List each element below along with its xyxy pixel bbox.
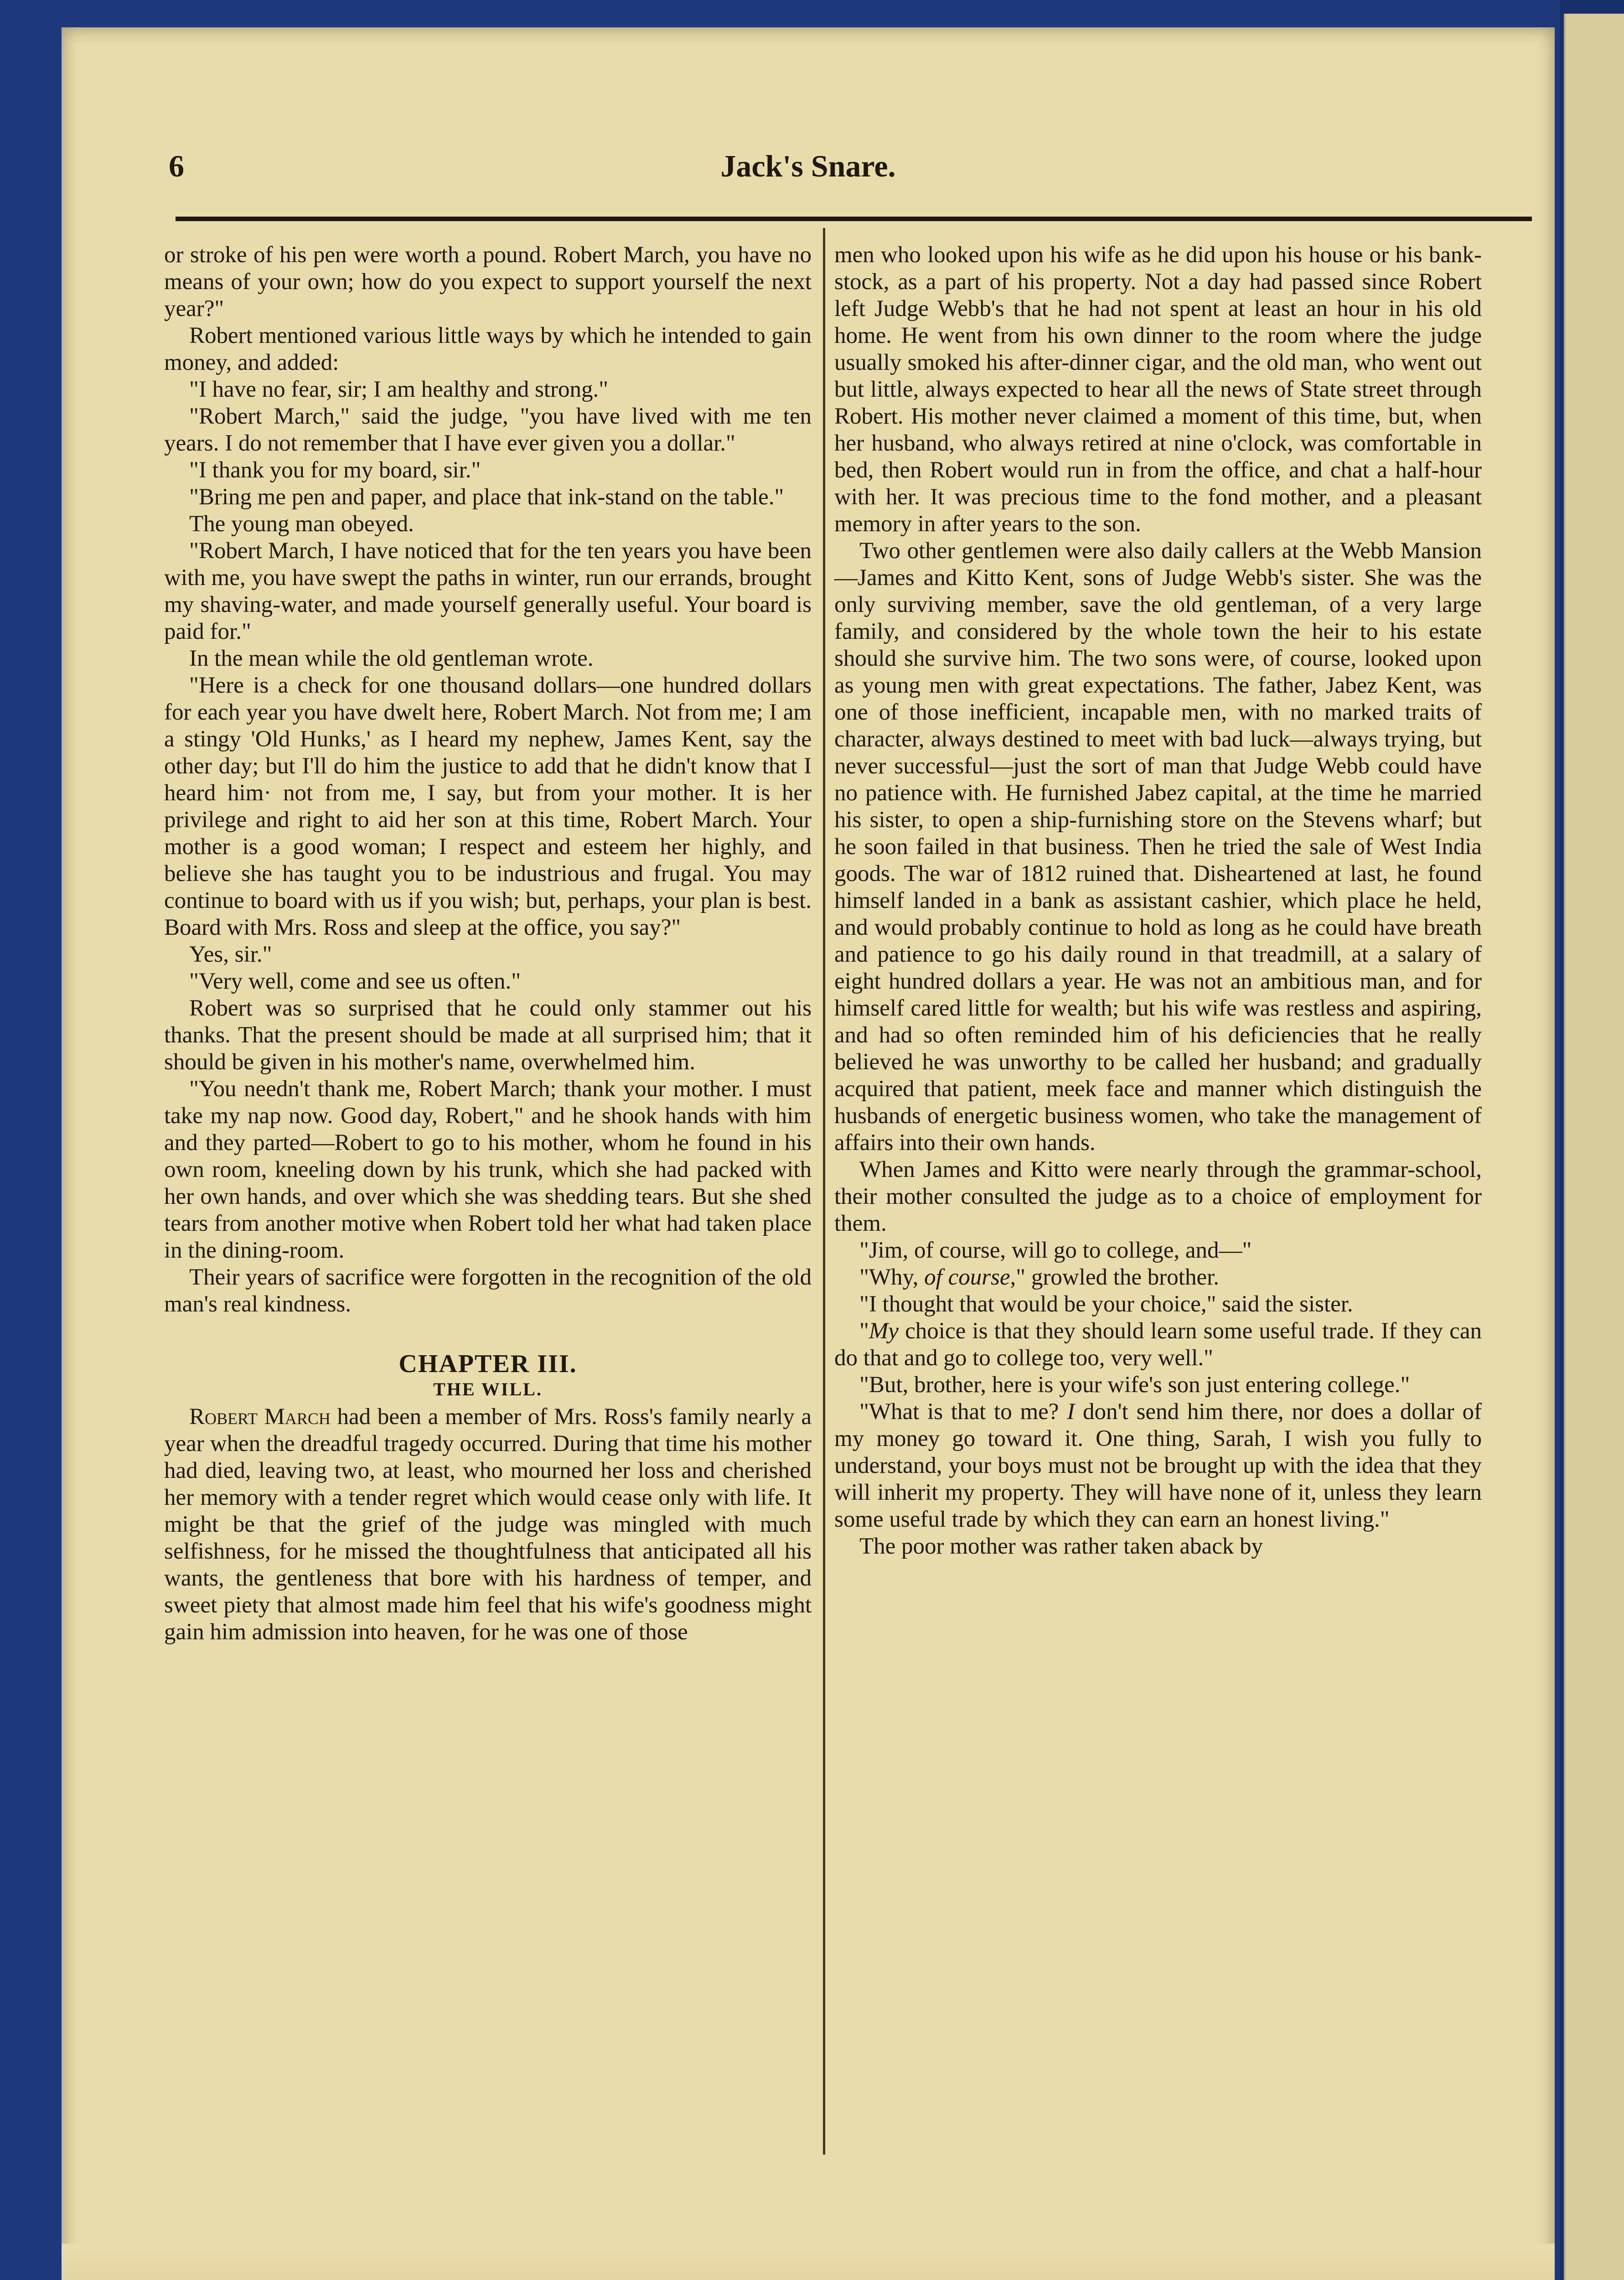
dialogue-line bbox=[834, 1399, 1482, 1533]
paragraph: or stroke of his pen were worth a pound. Robert March, you have no means of your own; how do you expect to support yourself the next year?" bbox=[164, 242, 812, 321]
paragraph: Robert mentioned various little ways by which he intended to gain money, and added: bbox=[164, 323, 812, 375]
adjacent-page-edge bbox=[1564, 14, 1624, 2280]
paragraph: In the mean while the old gentleman wrote. bbox=[189, 646, 594, 671]
paragraph: "I have no fear, sir; I am healthy and strong." bbox=[189, 377, 609, 402]
header-rule bbox=[176, 217, 1532, 221]
text-run: ," growled the brother. bbox=[1010, 1264, 1219, 1290]
column-divider bbox=[823, 228, 825, 2155]
paragraph: "Bring me pen and paper, and place that ink-stand on the table." bbox=[189, 484, 784, 510]
paragraph: The young man obeyed. bbox=[189, 511, 414, 537]
paragraph: men who looked upon his wife as he did upon his house or his bank-stock, as a part of his property. Not a day had passed since Robert left Judge Webb's that he had not spent at least an hour in his old home. He went from his own dinner to the room where the judge usually smoked his after-dinner cigar, and the old man, who went out but little, always expected to hear all the news of State street through Robert. His mother never claimed a moment of this time, but, when her husband, who always retired at nine o'clock, was comfortable in bed, then Robert would run in from the office, and chat a half-hour with her. It was precious time to the fond mother, and a pleasant memory in after years to the son. bbox=[834, 242, 1482, 537]
paragraph: Yes, sir." bbox=[189, 942, 272, 967]
paragraph: "I thank you for my board, sir." bbox=[189, 457, 481, 483]
text-run: "What is that to me? bbox=[859, 1399, 1067, 1425]
chapter-paragraph bbox=[164, 1404, 812, 1646]
right-column bbox=[834, 242, 1482, 1560]
paragraph: Their years of sacrifice were forgotten in the recognition of the old man's real kindness. bbox=[164, 1264, 812, 1317]
paragraph: "Robert March," said the judge, "you have lived with me ten years. I do not remember that I have ever given you a dollar." bbox=[164, 404, 812, 456]
page-number: 6 bbox=[169, 149, 184, 183]
page-wear bbox=[62, 2244, 1555, 2280]
running-title: Jack's Snare. bbox=[720, 149, 896, 183]
paragraph: "Robert March, I have noticed that for the ten years you have been with me, you have swept the paths in winter, run our errands, brought my shaving-water, and made yourself generally useful. Your board is paid for." bbox=[164, 538, 812, 644]
paragraph: When James and Kitto were nearly through the grammar-school, their mother consulted the judge as to a choice of employment for them. bbox=[834, 1157, 1482, 1236]
paragraph: Robert was so surprised that he could only stammer out his thanks. That the present should be made at all surprised him; that it should be given in his mother's name, overwhelmed him. bbox=[164, 995, 812, 1075]
text-run: "Why, bbox=[859, 1264, 925, 1290]
left-column bbox=[164, 242, 812, 1646]
dialogue-line bbox=[834, 1264, 1482, 1291]
paragraph: "Very well, come and see us often." bbox=[189, 969, 521, 994]
emphasis-text: of course bbox=[924, 1264, 1010, 1290]
chapter-subheading: THE WILL. bbox=[433, 1379, 543, 1399]
chapter-lead-words: Robert March bbox=[189, 1404, 331, 1430]
dialogue-line bbox=[834, 1318, 1482, 1372]
dialogue-line: "Jim, of course, will go to college, and—" bbox=[859, 1238, 1252, 1263]
dialogue-line: "But, brother, here is your wife's son just entering college." bbox=[859, 1372, 1410, 1398]
chapter-paragraph-text: had been a member of Mrs. Ross's family nearly a year when the dreadful tragedy occurred. During that time his mother had died, leaving two, at least, who mourned her loss and cherished her memory with a tender regret which would cease only with life. It might be that the grief of the judge was mingled with much selfishness, for he missed the thoughtfulness that anticipated all his wants, the gentleness that bore with his hardness of temper, and sweet piety that almost made him feel that his wife's goodness might gain him admission into heaven, for he was one of those bbox=[164, 1404, 812, 1645]
chapter-heading: CHAPTER III. bbox=[398, 1350, 577, 1378]
emphasis-text: I bbox=[1067, 1399, 1075, 1425]
text-run: " bbox=[859, 1318, 869, 1344]
paragraph: The poor mother was rather taken aback by bbox=[859, 1534, 1263, 1559]
paragraph: "You needn't thank me, Robert March; thank your mother. I must take my nap now. Good day, Robert," and he shook hands with him and they parted—Robert to go to his mother, whom he found in his own room, kneeling down by his trunk, which she had packed with her own hands, and over which she was shedding tears. But she shed tears from another motive when Robert told her what had taken place in the dining-room. bbox=[164, 1076, 812, 1263]
text-run: don't send him there, nor does a dollar of my money go toward it. One thing, Sarah, I wish you fully to understand, your boys must not be brought up with the idea that they will inherit my property. They will have none of it, unless they learn some useful trade by which they can earn an honest living." bbox=[834, 1399, 1482, 1532]
paragraph: "Here is a check for one thousand dollars—one hundred dollars for each year you have dwelt here, Robert March. Not from me; I am a stingy 'Old Hunks,' as I heard my nephew, James Kent, say the other day; but I'll do him the justice to add that he didn't know that I heard him· not from me, I say, but from your mother. It is her privilege and right to aid her son at this time, Robert March. Your mother is a good woman; I respect and esteem her highly, and believe she has taught you to be industrious and frugal. You may continue to board with us if you wish; but, perhaps, your plan is best. Board with Mrs. Ross and sleep at the office, you say?" bbox=[164, 673, 812, 940]
text-run: choice is that they should learn some useful trade. If they can do that and go to college too, very well." bbox=[834, 1318, 1482, 1371]
magazine-page bbox=[62, 27, 1555, 2280]
emphasis-text: My bbox=[869, 1318, 899, 1344]
paragraph: Two other gentlemen were also daily callers at the Webb Mansion—James and Kitto Kent, sons of Judge Webb's sister. She was the only surviving member, save the old gentleman, of a very large family, and considered by the whole town the heir to his estate should she survive him. The two sons were, of course, looked upon as young men with great expectations. The father, Jabez Kent, was one of those inefficient, incapable men, with no marked traits of character, always destined to meet with bad luck—always trying, but never successful—just the sort of man that Judge Webb could have no patience with. He furnished Jabez capital, at the time he married his sister, to open a ship-furnishing store on the Stevens wharf; but he soon failed in that business. Then he tried the sale of West India goods. The war of 1812 ruined that. Disheartened at last, he found himself landed in a bank as assistant cashier, which place he held, and would probably continue to hold as long as he could have breath and patience to go his daily round in that treadmill, at a salary of eight hundred dollars a year. He was not an ambitious man, and for himself cared little for wealth; but his wife was restless and aspiring, and had so often reminded him of his deficiencies that he really believed he was unworthy to be called her husband; and gradually acquired that patient, meek face and manner which distinguish the husbands of energetic business women, who take the management of affairs into their own hands. bbox=[834, 538, 1482, 1156]
dialogue-line: "I thought that would be your choice," said the sister. bbox=[859, 1291, 1353, 1317]
